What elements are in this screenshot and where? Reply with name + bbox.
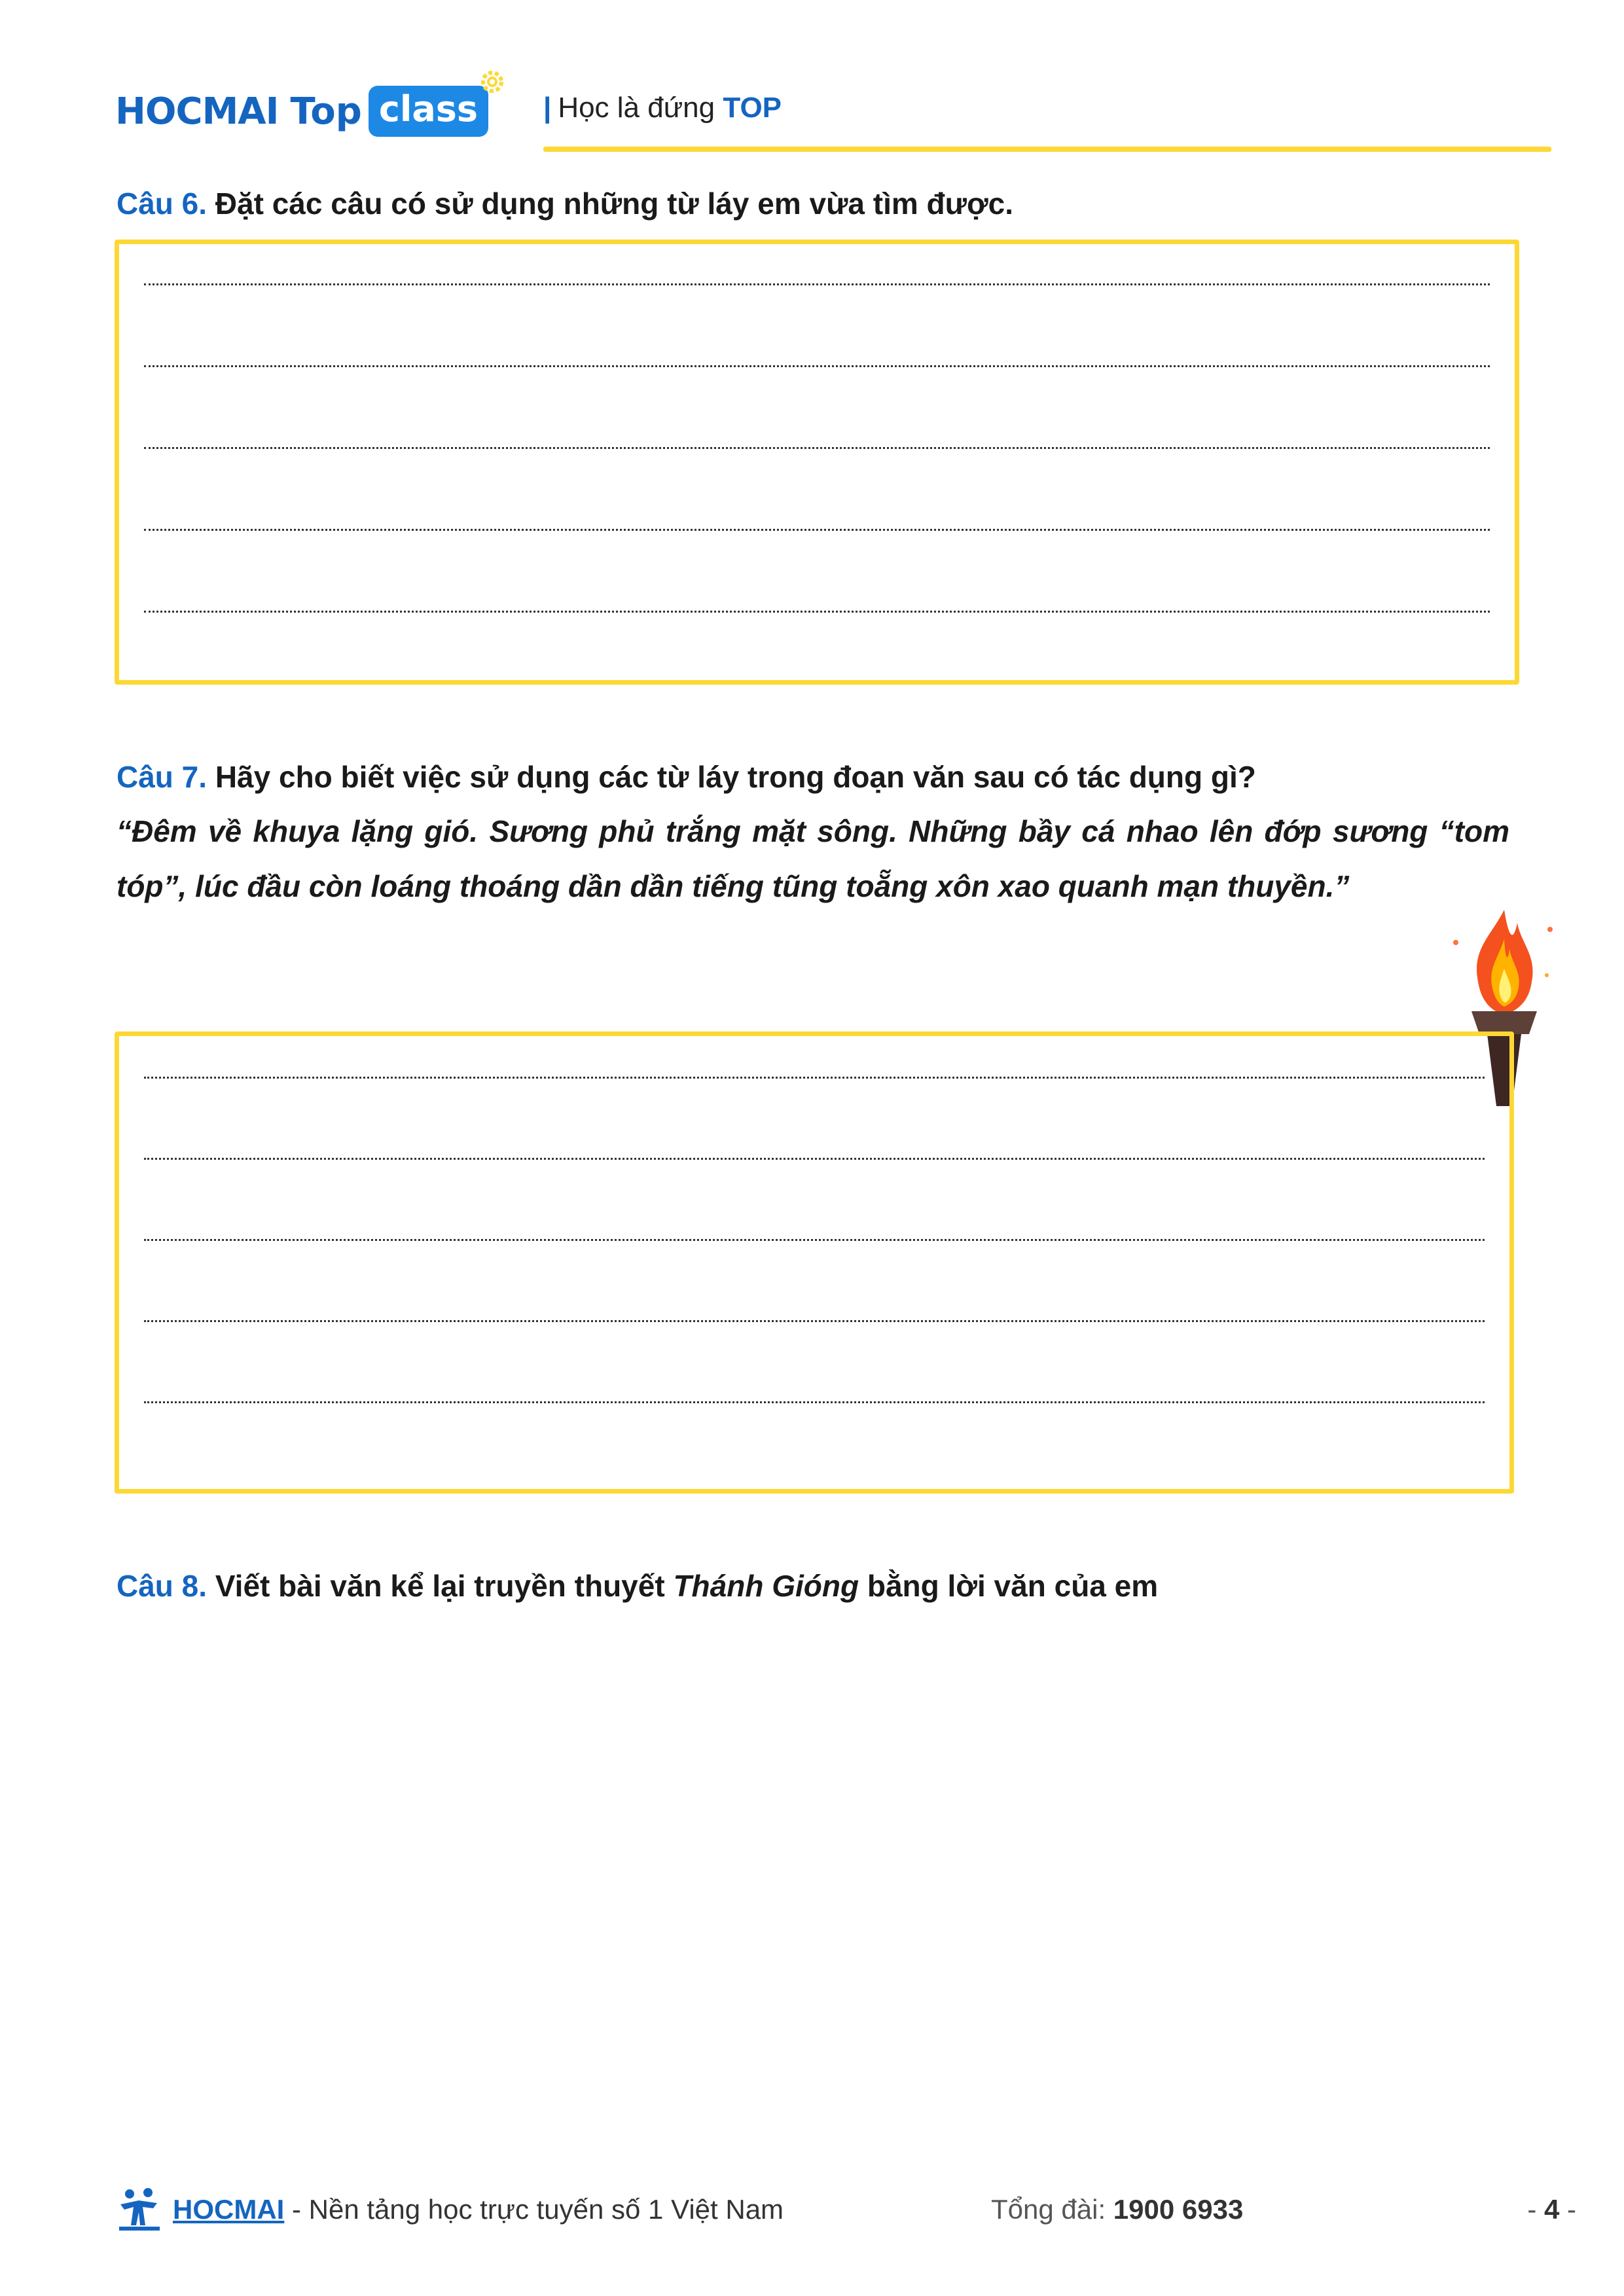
hotline-label: Tổng đài: <box>991 2194 1113 2225</box>
answer-line[interactable] <box>144 1158 1485 1160</box>
footer-brand-link[interactable]: HOCMAI <box>173 2194 285 2225</box>
answer-line[interactable] <box>144 1320 1485 1322</box>
answer-line[interactable] <box>144 447 1490 449</box>
logo-class-text: class <box>378 88 478 130</box>
page-number <box>1527 2194 1576 2225</box>
hocmai-logo-icon <box>117 2186 162 2232</box>
answer-line[interactable] <box>144 365 1490 367</box>
logo-brand-text: HOCMAI <box>115 90 279 133</box>
question-7-answer-box[interactable] <box>115 1031 1514 1494</box>
question-6-title <box>117 186 1013 221</box>
page-number-value: 4 <box>1543 2194 1560 2225</box>
logo-top-text: Top <box>290 90 362 133</box>
tagline-separator: | <box>543 92 552 124</box>
answer-line[interactable] <box>144 1077 1485 1079</box>
answer-line[interactable] <box>144 283 1490 285</box>
question-8-title <box>117 1568 1158 1604</box>
question-7-text: Hãy cho biết việc sử dụng các từ láy trong đoạn văn sau có tác dụng gì? <box>207 760 1256 794</box>
answer-line[interactable] <box>144 1239 1485 1241</box>
page-prefix: - <box>1527 2194 1544 2225</box>
logo-class-badge <box>369 86 488 137</box>
question-8-text-after: bằng lời văn của em <box>859 1569 1159 1603</box>
header-divider <box>543 147 1551 152</box>
tagline-strong: TOP <box>723 92 782 124</box>
question-8-number: Câu 8. <box>117 1569 208 1603</box>
tagline-prefix: Học là đứng <box>558 92 715 124</box>
header-tagline <box>543 92 782 124</box>
question-7-title <box>117 759 1256 795</box>
answer-line[interactable] <box>144 1401 1485 1403</box>
footer-description: - Nền tảng học trực tuyến số 1 Việt Nam <box>292 2194 784 2225</box>
question-8-text-before: Viết bài văn kể lại truyền thuyết <box>207 1569 674 1603</box>
page-footer <box>117 2186 1576 2232</box>
question-6-text: Đặt các câu có sử dụng những từ láy em vừa tìm được. <box>207 187 1014 221</box>
question-6-answer-box[interactable] <box>115 240 1519 685</box>
footer-hotline <box>991 2194 1243 2225</box>
hotline-number: 1900 6933 <box>1113 2194 1244 2225</box>
page-suffix: - <box>1559 2194 1576 2225</box>
gear-icon <box>479 69 505 95</box>
question-7-number: Câu 7. <box>117 760 208 794</box>
question-6-number: Câu 6. <box>117 187 208 221</box>
question-8-text-italic: Thánh Gióng <box>673 1569 859 1603</box>
hocmai-topclass-logo <box>115 79 488 144</box>
answer-line[interactable] <box>144 529 1490 531</box>
question-7-quote: “Đêm về khuya lặng gió. Sương phủ trắng mặt sông. Những bầy cá nhao lên đớp sương “tom tóp”, lúc đầu còn loáng thoáng dần dần tiếng tũng toẵng xôn xao quanh mạn thuyền.” <box>117 814 1509 903</box>
answer-line[interactable] <box>144 611 1490 613</box>
